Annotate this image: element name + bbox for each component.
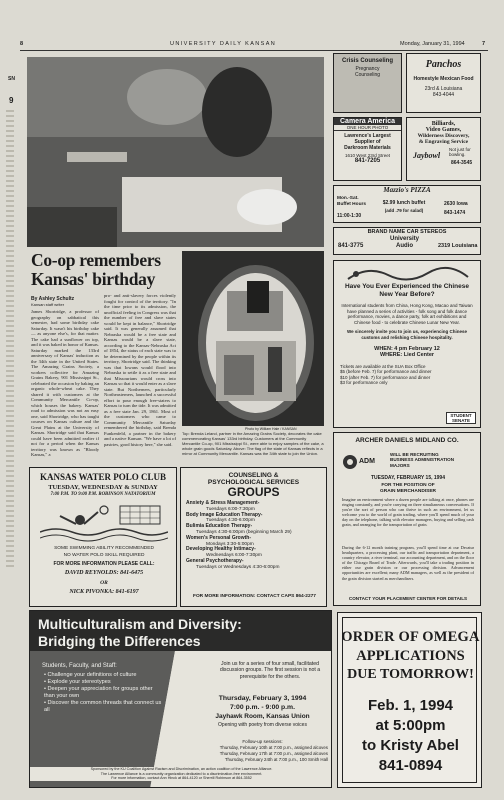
multi-bullet-3: • Deepen your appreciation for groups other than your own bbox=[44, 686, 153, 699]
page-left-number: 8 bbox=[20, 41, 24, 47]
group-name-5: Developing Healthy Intimacy- bbox=[186, 546, 256, 553]
adm-recruit-2: BUSINESS ADMINISTRATION bbox=[390, 457, 455, 463]
jaybowl-logo: Jaybowl bbox=[413, 151, 441, 160]
group-name-1: Anxiety & Stress Management- bbox=[186, 500, 260, 506]
margin-strip bbox=[6, 110, 14, 570]
car-stereo-address: 2319 Louisiana bbox=[438, 243, 478, 249]
mazzios-ad bbox=[333, 185, 481, 223]
jaybowl-tag: Not just for bowling. bbox=[449, 147, 471, 157]
adm-contact: CONTACT YOUR PLACEMENT CENTER FOR DETAILS bbox=[348, 596, 468, 601]
margin-tag: SN bbox=[8, 76, 15, 82]
chinese-price-3: $3 for performance only bbox=[340, 380, 388, 386]
jaybowl-line-3: Wilderness Discovery, bbox=[417, 133, 470, 139]
multi-footer bbox=[30, 767, 332, 781]
student-senate-seal bbox=[446, 412, 476, 424]
group-time-5: Wednesdays 6:00-7:30pm bbox=[206, 553, 262, 559]
mazzios-logo: Mazzio's PIZZA bbox=[383, 186, 431, 194]
omega-date: Feb. 1, 1994 bbox=[367, 697, 454, 714]
group-name-3: Bulimia Education Therapy- bbox=[186, 523, 253, 530]
mazzios-buffet-label: Mon.-Sat. Buffet Hours bbox=[337, 196, 367, 207]
masthead-title: UNIVERSITY DAILY KANSAN bbox=[170, 41, 277, 47]
chinese-invite: We sincerely invite you to join us, experiencing Chinese customs and relishing Chinese hospitality. bbox=[347, 329, 467, 340]
multi-join: Join us for a series of four small, facilitated discussion groups. The first session is not a prerequisite for the others. bbox=[219, 661, 321, 680]
group-time-2: Tuesdays 4:30-6:00pm bbox=[206, 518, 255, 524]
mazzios-lunch: $2.99 lunch buffet bbox=[382, 200, 426, 206]
group-name-6: General Psychotherapy- bbox=[186, 557, 244, 564]
chinese-where: WHERE: Lied Center bbox=[379, 351, 435, 358]
counseling-title-1: COUNSELING & bbox=[228, 472, 279, 479]
dragon-graphic bbox=[338, 265, 478, 283]
photo-credit: Photo by William Hale / KANSAN bbox=[245, 427, 297, 431]
water-polo-req-2: NO WATER POLO SKILL REQUIRED bbox=[63, 553, 145, 558]
story-byline-role: Kansan staff writer bbox=[31, 302, 65, 307]
omega-contact: to Kristy Abel bbox=[362, 737, 459, 754]
omega-line-2: APPLICATIONS bbox=[356, 648, 465, 664]
panchos-phone: 843-4044 bbox=[432, 92, 455, 98]
mazzios-phone: 843-1474 bbox=[444, 210, 466, 216]
water-polo-info: FOR MORE INFORMATION PLEASE CALL: bbox=[53, 561, 155, 567]
water-polo-req-1: SOME SWIMMING ABILITY RECOMMENDED bbox=[54, 546, 154, 551]
counseling-contact: FOR MORE INFORMATION: CONTACT CAPS 864-2277 bbox=[193, 594, 316, 599]
water-polo-title: KANSAS WATER POLO CLUB bbox=[40, 472, 166, 482]
jaybowl-line-1: Billiards, bbox=[431, 121, 456, 127]
water-polo-where: 7:00 P.M. TO 9:00 P.M. ROBINSON NATATORIUM bbox=[50, 492, 156, 497]
dragon-icon bbox=[338, 265, 478, 283]
multi-time: 7:00 p.m. - 9:00 p.m. bbox=[230, 704, 295, 711]
camera-line-2: Supplier of bbox=[354, 139, 381, 145]
multi-title-2: Bridging the Differences bbox=[38, 633, 201, 649]
adm-date: TUESDAY, FEBRUARY 15, 1994 bbox=[370, 475, 445, 481]
group-time-3: Tuesdays 4:30-6:00pm (beginning March 29) bbox=[196, 529, 292, 535]
multi-bullet-4: • Discover the common threads that connect us all bbox=[44, 700, 162, 713]
seal-line-1: STUDENT bbox=[450, 413, 472, 418]
water-polo-contact-1: DAVID REYNOLDS: 841-6475 bbox=[64, 570, 144, 576]
omega-line-3: DUE TOMORROW! bbox=[347, 667, 474, 682]
counseling-ad bbox=[180, 467, 327, 607]
multi-footer-3: For more information, contact Ann Hinck at 864-4120 or Sherrill Robinson at 864-3552 bbox=[111, 776, 252, 781]
panchos-tag: Homestyle Mexican Food bbox=[413, 76, 474, 82]
group-time-6: Tuesdays or Wednesdays 4:30-6:00pm bbox=[196, 564, 280, 570]
chinese-heading: Have You Ever Experienced the Chinese New Year Before? bbox=[344, 283, 470, 298]
page-number: 7 bbox=[482, 41, 486, 47]
multi-bullet-1: • Challenge your definitions of culture bbox=[44, 672, 137, 678]
water-polo-contact-2: NICK PIVONKA: 841-6197 bbox=[69, 589, 139, 595]
panchos-logo: Panchos bbox=[425, 59, 462, 70]
jaybowl-phone: 864-3545 bbox=[451, 160, 473, 166]
bakery-photo-art bbox=[27, 57, 324, 247]
mirror-photo-art bbox=[182, 251, 324, 426]
multi-footer-2: The Lawrence Alliance is a community organization dedicated to a discrimination-free environment. bbox=[100, 771, 263, 776]
adm-body-1: Imagine an environment where a dozen people are talking at once, phones are ringing constantly, and you're carrying on three simultaneous conversations. If you're the sort of person who can thrive in such an environment, let us welcome you to the world of grain trading, where you'll spend much of your day on the telephone, talking with elevator managers, buying and selling cash grain, and arranging for the transportation of grain. bbox=[342, 497, 474, 528]
counseling-title-2: PSYCHOLOGICAL SERVICES bbox=[207, 479, 300, 486]
crisis-line-2: Counseling bbox=[354, 72, 381, 78]
panchos-ad bbox=[406, 53, 481, 113]
water-polo-when: TUESDAY, WEDNESDAY & SUNDAY bbox=[48, 484, 158, 491]
multi-followup-3: Thursday, February 24th at 7:00 p.m., 100 Smith Hall bbox=[224, 757, 328, 762]
masthead bbox=[20, 41, 488, 49]
masthead-rule bbox=[20, 50, 488, 51]
margin-mark: 9 bbox=[9, 96, 14, 105]
chinese-tickets: Tickets are available at the SUA Box Office bbox=[340, 363, 426, 369]
adm-recruit bbox=[390, 452, 454, 468]
group-name-4: Women's Personal Growth- bbox=[186, 534, 251, 541]
multi-bullet-1-text: Challenge your definitions of culture bbox=[47, 672, 137, 678]
camera-address: 1610 West 23rd Street bbox=[345, 153, 390, 158]
chinese-price-1: $5 (before Feb. 7) for performance and dinner bbox=[340, 369, 432, 375]
multi-followup-1: Thursday, February 10th at 7:00 p.m., assigned alcoves bbox=[219, 745, 328, 750]
omega-line-1: ORDER OF OMEGA bbox=[341, 629, 480, 645]
photo-caption: Top: Brenda Leland, partner in the Amazing Grains Society, decorates the cake commemorating Kansas' 133rd birthday. Customers at the Community Mercantile Co-op, 901 Mississippi St., were able to enjoy samples of the cake, a whole grain goods Saturday. Above: The flag of the state of Kansas reflects in a mirror at Community Mercantile. Kansas was the 34th state to join the Union. bbox=[182, 432, 324, 456]
multi-bullet-4-text: Discover the common threads that connect us all bbox=[44, 700, 162, 713]
adm-logo bbox=[342, 451, 378, 473]
multi-bullet-2-text: Explode your stereotypes bbox=[47, 679, 111, 685]
car-stereo-ad bbox=[333, 227, 481, 255]
story-headline: Co-op remembers Kansas' birthday bbox=[31, 250, 161, 289]
seal-line-2: SENATE bbox=[452, 418, 470, 423]
university-audio-logo: University Audio bbox=[389, 236, 419, 249]
multi-followup: Follow-up sessions: bbox=[242, 739, 283, 744]
group-name-2: Body Image Education Therapy- bbox=[186, 511, 263, 518]
camera-sub: ONE HOUR PHOTO bbox=[334, 125, 401, 131]
water-polo-player-icon bbox=[40, 502, 168, 544]
camera-line-1: Lawrence's Largest bbox=[344, 133, 391, 139]
counseling-groups: GROUPS bbox=[227, 485, 280, 499]
mirror-photo bbox=[182, 251, 324, 426]
multi-footer-1: Sponsored by the KU Coalition Against Racism and Discrimination, an action coalition of the Lawrence Alliance. bbox=[90, 767, 273, 771]
mazzios-buffet-hours: 11:00-1:30 bbox=[337, 213, 362, 219]
car-stereo-title: BRAND NAME CAR STEREOS bbox=[367, 229, 447, 235]
counseling-list bbox=[186, 501, 326, 571]
water-polo-ad bbox=[29, 467, 177, 607]
multi-bullets bbox=[44, 672, 164, 714]
multi-sub: Opening with poetry from diverse voices bbox=[218, 722, 307, 728]
adm-body-2: During the 6-12 month training program, you'll spend time at our Decatur headquarters, a processing plant, our traffic and transportation department, a country elevator, a river terminal, our accounting department, and on the floor of the Chicago Board of Trade. Afterwards, you'll take a trading position in either our grain division or our processing division. Advancement opportunities are excellent; many ADM managers, as well as the president of the grain division started as merchandisers. bbox=[342, 545, 474, 581]
camera-phone: 841-7205 bbox=[354, 158, 381, 164]
story-byline: By Ashley Schultz bbox=[31, 296, 75, 302]
order-of-omega-ad bbox=[337, 612, 482, 788]
chinese-body: International students from China, Hong Kong, Macao and Taiwan have planned a series of activities - folk song and folk dance performance, movies, a dance party, folk art exhibitions and Chinese food - to celebrate Chinese Lunar New Year. bbox=[341, 303, 473, 325]
chinese-when: WHEN: 4 pm February 12 bbox=[374, 345, 440, 352]
adm-ad bbox=[333, 432, 481, 606]
jaybowl-line-4: & Engraving Service bbox=[418, 139, 469, 145]
camera-brand: Camera America bbox=[334, 118, 401, 125]
jaybowl-line-2: Video Games, bbox=[425, 127, 462, 133]
adm-position-2: GRAIN MERCHANDISER bbox=[380, 489, 436, 494]
group-time-1: Tuesdays 6:00-7:30pm bbox=[206, 506, 255, 512]
masthead-date: Monday, January 31, 1994 bbox=[400, 41, 465, 47]
bakery-photo bbox=[27, 57, 324, 247]
chinese-price-2: $10 (after Feb. 7) for performance and dinner bbox=[340, 374, 431, 380]
multi-date: Thursday, February 3, 1994 bbox=[218, 695, 307, 702]
camera-line-3: Darkroom Materials bbox=[344, 145, 391, 151]
mazzios-lunch-sub: (add .79 for salad) bbox=[384, 208, 424, 213]
water-polo-illustration bbox=[40, 502, 168, 544]
crisis-ad bbox=[333, 53, 402, 113]
multi-followup-2: Thursday, February 17th at 7:00 p.m., assigned alcoves bbox=[219, 751, 328, 756]
car-stereo-phone: 841-3775 bbox=[338, 243, 364, 249]
omega-phone: 841-0894 bbox=[378, 757, 443, 774]
crisis-line-1: Pregnancy bbox=[355, 66, 380, 72]
adm-recruit-1: WILL BE RECRUITING bbox=[390, 452, 439, 457]
jaybowl-ad bbox=[406, 117, 481, 181]
adm-logo-text: ADM bbox=[359, 458, 375, 465]
panchos-address: 23rd & Louisiana bbox=[424, 86, 463, 92]
water-polo-or: OR bbox=[100, 580, 108, 586]
multi-bullet-3-text: Deepen your appreciation for groups other than your own bbox=[44, 686, 153, 699]
group-time-4: Mondays 3:30-5:00pm bbox=[206, 541, 254, 547]
mazzios-address: 2630 Iowa bbox=[444, 201, 468, 207]
multi-place: Jayhawk Room, Kansas Union bbox=[215, 713, 310, 720]
multi-bullet-2: • Explode your stereotypes bbox=[44, 679, 111, 685]
adm-recruit-3: MAJORS bbox=[390, 462, 410, 468]
camera-america-ad bbox=[333, 117, 402, 181]
crisis-title: Crisis Counseling bbox=[341, 58, 393, 64]
multi-intro: Students, Faculty, and Staff: bbox=[42, 663, 117, 669]
story-column-2: pro- and anti-slavery forces violently fought for control of the territory. "In the time prior to its admission, the unofficial feeling in Congress was that the number of free and slave states would be kept in balance," Shortridge said. It was generally assumed that Nebraska would be a free state and Kansas would be a slave state, according to the Kansas-Nebraska Act of 1854, the status of each state was to be determined by the people within its territory, Shortridge said. The thinking was that Iowans would flood into Nebraska to settle it as a free state and that Missourians would cross into Kansas so that it would enter as a slave state. But Northerners, particularly Northeasterners, launched a successful effort to pour enough free-staters to Kansas to turn the tide. It was admitted as a free state Jan. 29, 1861. Most of the customers who came to Community Mercantile Saturday remembered the birthday, said Brenda Funkenfeld, a partner in the bakery and a native Kansan. "We have a lot of pastries, good history here," she said. bbox=[104, 293, 176, 447]
multiculturalism-ad bbox=[29, 610, 332, 788]
chinese-new-year-ad bbox=[333, 260, 481, 428]
adm-position-1: FOR THE POSITION OF bbox=[381, 483, 435, 488]
adm-company: ARCHER DANIELS MIDLAND CO. bbox=[355, 437, 459, 444]
omega-time: at 5:00pm bbox=[375, 717, 446, 734]
story-column-1: James Shortridge, a professor of geography on sabbatical this semester, had some birthday cake Saturday. It wasn't his birthday cake — as anyone else's, for that matter. The cake had a sunflower on top, and it was baked in honor of Kansas. Saturday marked the 133rd anniversary of Kansas' induction as the 34th state in the United States. The Amazing Grains Society, a workers collective for Amazing Grains Bakery, 901 Mississippi St., celebrated the occasion by baking an organic whole-wheat cake. They shared it with customers at the Community Mercantile Co-op, which houses the bakery. Kansas' road to admission was not an easy one, said Shortridge, who has taught courses on Kansas culture and the Great Plains at the University of Kansas. Shortridge said that Kansas could have been admitted earlier if not for a period when the Kansas territory was known as "Bloody Kansas," a bbox=[31, 309, 99, 457]
multi-title-1: Multiculturalism and Diversity: bbox=[38, 616, 242, 632]
